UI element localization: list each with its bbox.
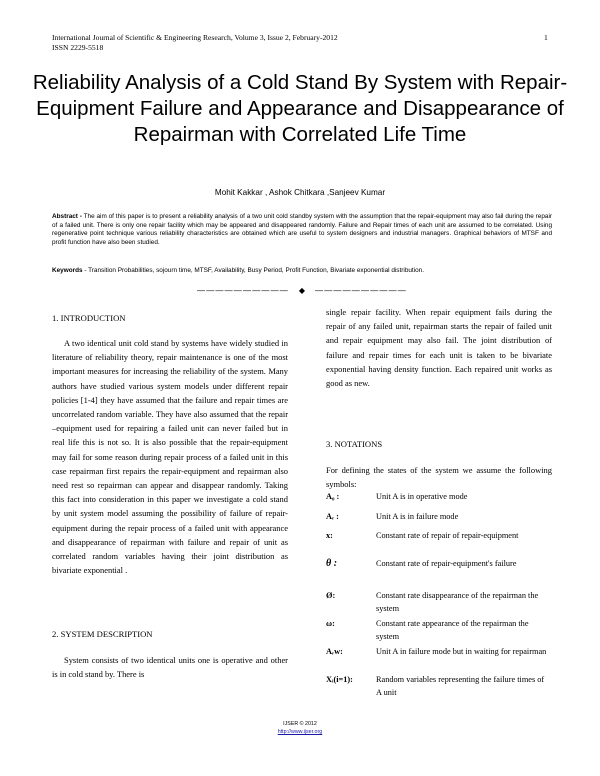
section-divider <box>197 286 407 295</box>
abstract <box>52 213 552 247</box>
divider-diamond-icon: ◆ <box>298 286 306 295</box>
keywords-text: - Transition Probabilities, sojourn time, MTSF, Availability, Busy Period, Profit Function, Bivariate exponential distribution. <box>82 267 425 274</box>
introduction-paragraph: A two identical unit cold stand by systems have widely studied in literature of reliability theory, repair maintenance is one of the most important measures for increasing the reliability of the system. Many authors have studied various system models under different repair policies [1-4] they have assumed that the failure and repair times are uncorrelated random variable. They have also assumed that the repair –equipment used for repairing a failed unit can never failed but in real life this is not so. It is also possible that the repair-equipment may fail for some reason during repair process of a failed unit in this case repairman first repairs the repair-equipment and repairman also need rest so repairman can appear and disappear randomly. Taking this fact into consideration in this paper we investigate a cold stand by unit system model assuming the possibility of failure of repair-equipment during the repair process of a failed unit with appearance and disappearance of repairman with failure and repair of unit as correlated random variables having their joint distribution as bivariate exponential . <box>52 338 288 576</box>
notation-definition: Unit A is in operative mode <box>376 492 468 501</box>
abstract-label: Abstract - <box>52 213 82 220</box>
notation-definition: Constant rate of repair-equipment's failure <box>376 559 517 568</box>
journal-header <box>52 33 338 52</box>
notation-symbol: A₀ : <box>326 492 340 501</box>
keywords <box>52 267 552 276</box>
footer-copyright: IJSER © 2012 <box>283 721 317 727</box>
page-number: 1 <box>544 33 548 42</box>
notation-symbol: ω: <box>326 619 335 628</box>
notation-symbol: Aᵣ : <box>326 512 339 521</box>
issn: ISSN 2229-5518 <box>52 42 104 52</box>
notation-symbol: x: <box>326 531 333 540</box>
divider-dashes-right: —————————— <box>315 286 407 295</box>
abstract-text: The aim of this paper is to present a reliability analysis of a two unit cold standby system with the assumption that the repair-equipment may also fail during the repair of a failed unit. There is only one repair facility which may be appeared and disappeared randomly. Failure and Repair times of each unit are assumed to be correlated. Using regenerative point technique various reliability characteristics are obtained which are useful to system designers and industrial managers. Graphical behaviors of MTSF and profit function have also been studied. <box>52 213 552 246</box>
system-description-heading: 2. SYSTEM DESCRIPTION <box>52 629 153 639</box>
authors: Mohit Kakkar , Ashok Chitkara ,Sanjeev Kumar <box>214 188 386 197</box>
notation-symbol: Xᵢ(i=1): <box>326 675 353 684</box>
system-description-paragraph: System consists of two identical units one is operative and other is in cold stand by. There is <box>52 655 288 680</box>
notation-definition: Unit A is in failure mode <box>376 512 459 521</box>
paper-title: Reliability Analysis of a Cold Stand By System with Repair-Equipment Failure and Appearance and Disappearance of Repairman with Correlated Life Time <box>32 71 568 146</box>
notation-definition: Constant rate disappearance of the repairman the system <box>376 591 539 613</box>
notation-definition: Unit A in failure mode but in waiting for repairman <box>376 647 547 656</box>
journal-line: International Journal of Scientific & Engineering Research, Volume 3, Issue 2, February-2012 <box>52 33 338 42</box>
system-description-continued: single repair facility. When repair equipment fails during the repair of any failed unit, repairman starts the repair of failed unit and repair equipment may also fail. The joint distribution of failure and repair times for each unit is taken to be bivariate exponential having density function. Each repaired unit works as good as new. <box>326 307 552 389</box>
notation-symbol: Ø: <box>326 591 336 600</box>
notation-definition: Constant rate of repair of repair-equipment <box>376 531 519 540</box>
notations-heading: 3. NOTATIONS <box>326 439 383 449</box>
notation-definition: Constant rate appearance of the repairman the system <box>376 619 529 641</box>
notation-definition: Random variables representing the failure times of A unit <box>376 675 545 697</box>
keywords-label: Keywords <box>52 267 83 274</box>
footer-url-link[interactable]: http://www.ijser.org <box>277 729 323 736</box>
notations-intro: For defining the states of the system we assume the following symbols: <box>326 465 552 490</box>
page-footer <box>0 720 600 737</box>
introduction-heading: 1. INTRODUCTION <box>52 313 126 323</box>
divider-dashes-left: —————————— <box>197 286 289 295</box>
notation-symbol: Aᵣw: <box>326 647 343 656</box>
notation-symbol: θ : <box>326 558 338 569</box>
